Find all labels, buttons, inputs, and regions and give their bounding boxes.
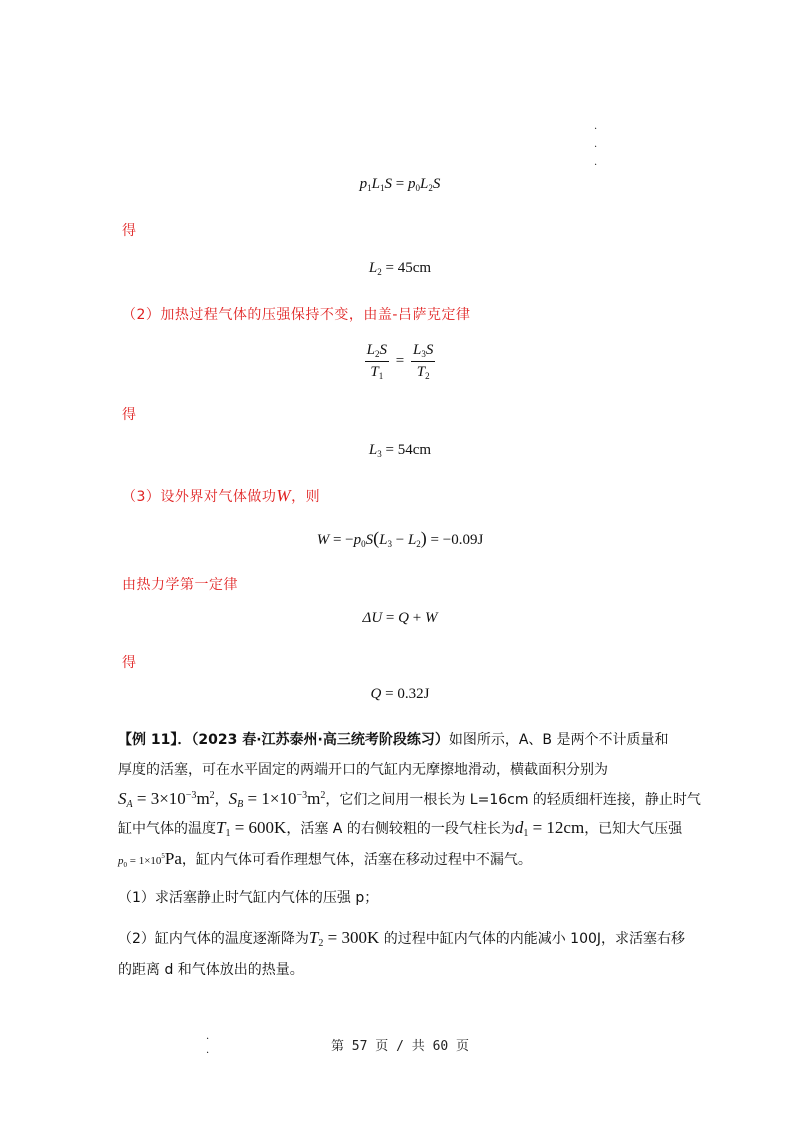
text-de-3: 得 [122, 655, 137, 671]
example-line-5: $p_0 = 1\times 10^5Pa$，缸内气体可看作理想气体，活塞在移动过程中不漏气。 [118, 849, 532, 869]
question-1: （1）求活塞静止时气缸内气体的压强 p； [118, 890, 379, 906]
formula-first-law: ΔU = Q + W [362, 610, 438, 626]
example-line-3: $S_A = 3\times 10^{-3}m^2$，$S_B = 1\times 10^{-3}m^2$，它们之间用一根长为 L=16cm 的轻质细杆连接，静止时气 [118, 789, 701, 810]
fraction-right: $\frac{L_3S}{T_2}$ [412, 342, 434, 381]
formula-work: $W = -p_0S(L_3 - L_2) = -0.09J$ [316, 528, 484, 549]
question-2-line-2: 的距离 d 和气体放出的热量。 [118, 962, 304, 978]
example-label: 【例 11】．（2023 春·江苏泰州·高三统考阶段练习） [118, 732, 449, 748]
formula-boyle-law: $p_1L_1S = p_0L_2S$ [359, 176, 441, 193]
formula-L2-result: $L_2 = 45cm$ [368, 260, 432, 277]
example-line-1: 【例 11】．（2023 春·江苏泰州·高三统考阶段练习）如图所示，A、B 是两个不计质量和 [118, 732, 669, 748]
text-de-2: 得 [122, 407, 137, 423]
formula-Q-result: Q = 0.32J [370, 686, 430, 702]
text-step-3: （3）设外界对气体做功W，则 [122, 486, 321, 505]
formula-gay-lussac: $\frac{L_2S}{T_1}$ = $\frac{L_3S}{T_2}$ [366, 342, 434, 381]
page-number: 第 57 页 / 共 60 页 [330, 1039, 470, 1054]
margin-dots: . . . [594, 121, 598, 168]
question-2-line-1: （2）缸内气体的温度逐渐降为$T_2 = 300K$ 的过程中缸内气体的内能减小 100J，求活塞右移 [118, 928, 686, 949]
formula-L3-result: $L_3 = 54cm$ [368, 442, 432, 459]
text-step-2: （2）加热过程气体的压强保持不变，由盖-吕萨克定律 [122, 307, 471, 323]
text-de-1: 得 [122, 223, 137, 239]
example-line-4: 缸中气体的温度$T_1 = 600K$，活塞 A 的右侧较粗的一段气柱长为$d_1 = 12cm$，已知大气压强 [118, 818, 683, 839]
fraction-left: $\frac{L_2S}{T_1}$ [366, 342, 388, 381]
example-line-2: 厚度的活塞，可在水平固定的两端开口的气缸内无摩擦地滑动，横截面积分别为 [118, 762, 608, 778]
text-first-law: 由热力学第一定律 [122, 577, 238, 593]
footer-dots: . . [206, 1031, 210, 1056]
